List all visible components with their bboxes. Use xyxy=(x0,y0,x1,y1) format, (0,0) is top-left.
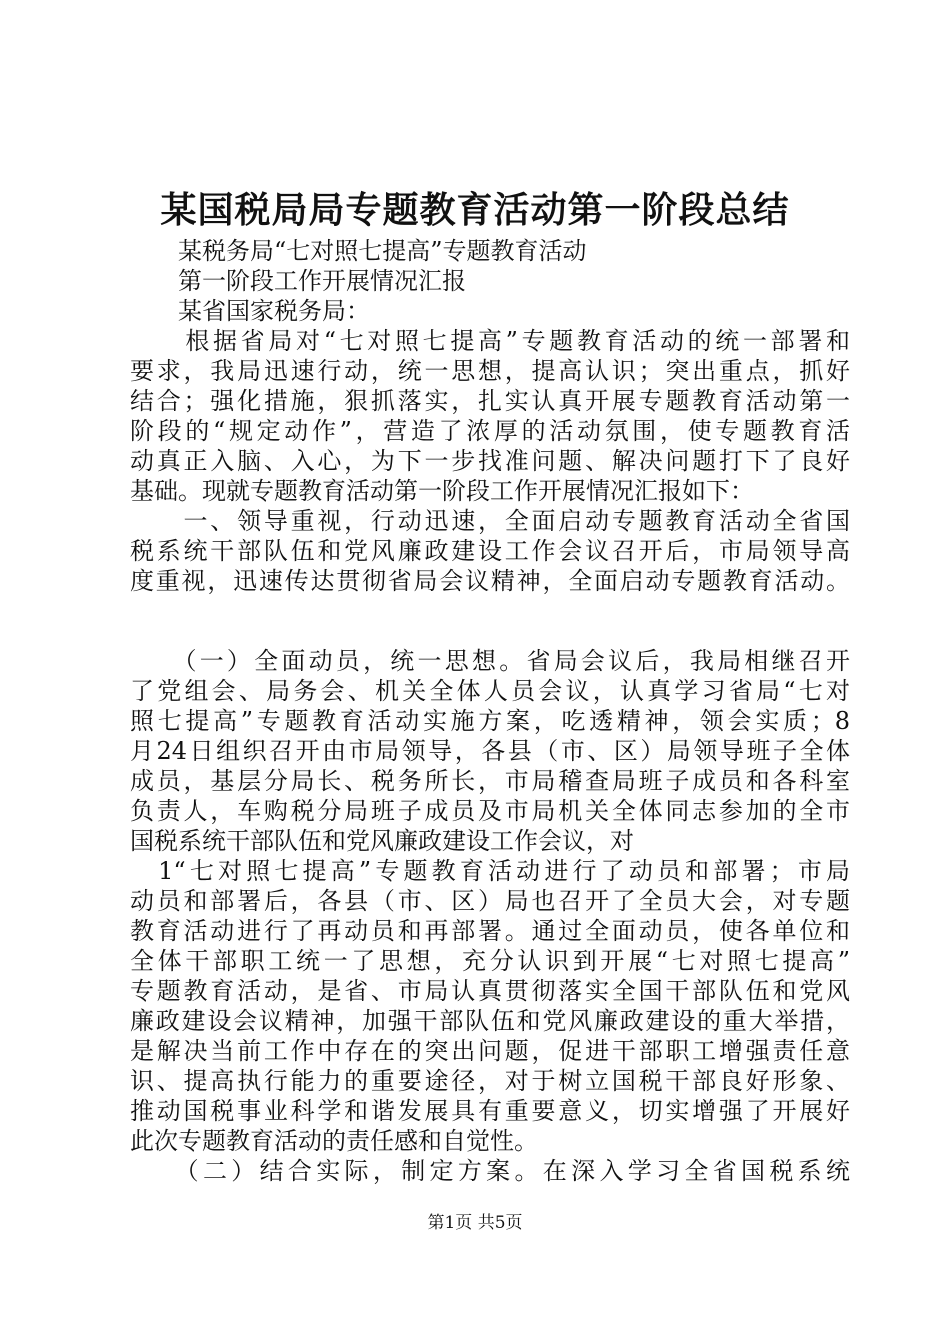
body-line: 基础。现就专题教育活动第一阶段工作开展情况汇报如下： xyxy=(130,477,754,505)
body-line: 月24日组织召开由市局领导，各县（市、区）局领导班子全体 xyxy=(130,737,850,765)
page-indicator: 第1页 共5页 xyxy=(427,1213,523,1233)
body-line: （一）全面动员，统一思想。省局会议后，我局相继召开 xyxy=(130,647,850,675)
body-line: 照七提高”专题教育活动实施方案，吃透精神，领会实质；8 xyxy=(130,707,850,735)
body-line: 要求，我局迅速行动，统一思想，提高认识；突出重点，抓好 xyxy=(130,357,850,385)
body-line: 成员，基层分局长、税务所长，市局稽查局班子成员和各科室 xyxy=(130,767,850,795)
body-line: 专题教育活动，是省、市局认真贯彻落实全国干部队伍和党风 xyxy=(130,977,850,1005)
body-line: 动员和部署后，各县（市、区）局也召开了全员大会，对专题 xyxy=(130,887,850,915)
body-line: 结合；强化措施，狠抓落实，扎实认真开展专题教育活动第一 xyxy=(130,387,850,415)
body-line: 阶段的“规定动作”，营造了浓厚的活动氛围，使专题教育活 xyxy=(130,417,850,445)
body-line: 某省国家税务局： xyxy=(130,297,370,325)
body-line: （二）结合实际，制定方案。在深入学习全省国税系统 xyxy=(130,1157,850,1185)
body-line: 全体干部职工统一了思想，充分认识到开展“七对照七提高” xyxy=(130,947,850,975)
body-line: 第一阶段工作开展情况汇报 xyxy=(130,267,466,295)
body-line: 国税系统干部队伍和党风廉政建设工作会议，对 xyxy=(130,827,634,855)
document-title: 某国税局局专题教育活动第一阶段总结 xyxy=(160,189,790,231)
body-line: 根据省局对“七对照七提高”专题教育活动的统一部署和 xyxy=(130,327,850,355)
body-line: 廉政建设会议精神，加强干部队伍和党风廉政建设的重大举措， xyxy=(130,1007,850,1035)
body-line: 了党组会、局务会、机关全体人员会议，认真学习省局“七对 xyxy=(130,677,850,705)
body-line: 一、领导重视，行动迅速，全面启动专题教育活动全省国 xyxy=(130,507,850,535)
body-line: 税系统干部队伍和党风廉政建设工作会议召开后，市局领导高 xyxy=(130,537,850,565)
body-line: 推动国税事业科学和谐发展具有重要意义，切实增强了开展好 xyxy=(130,1097,850,1125)
body-line: 此次专题教育活动的责任感和自觉性。 xyxy=(130,1127,538,1155)
document-body xyxy=(130,236,850,1186)
body-line: 动真正入脑、入心，为下一步找准问题、解决问题打下了良好 xyxy=(130,447,850,475)
body-line: 1“七对照七提高”专题教育活动进行了动员和部署；市局 xyxy=(130,857,850,885)
body-line: 某税务局“七对照七提高”专题教育活动 xyxy=(130,237,587,265)
body-line: 是解决当前工作中存在的突出问题，促进干部职工增强责任意 xyxy=(130,1037,850,1065)
body-line: 度重视，迅速传达贯彻省局会议精神，全面启动专题教育活动。 xyxy=(130,567,850,595)
body-line: 教育活动进行了再动员和再部署。通过全面动员，使各单位和 xyxy=(130,917,850,945)
body-line: 识、提高执行能力的重要途径，对于树立国税干部良好形象、 xyxy=(130,1067,850,1095)
body-line: 负责人，车购税分局班子成员及市局机关全体同志参加的全市 xyxy=(130,797,850,825)
paragraph-gap xyxy=(130,596,850,646)
